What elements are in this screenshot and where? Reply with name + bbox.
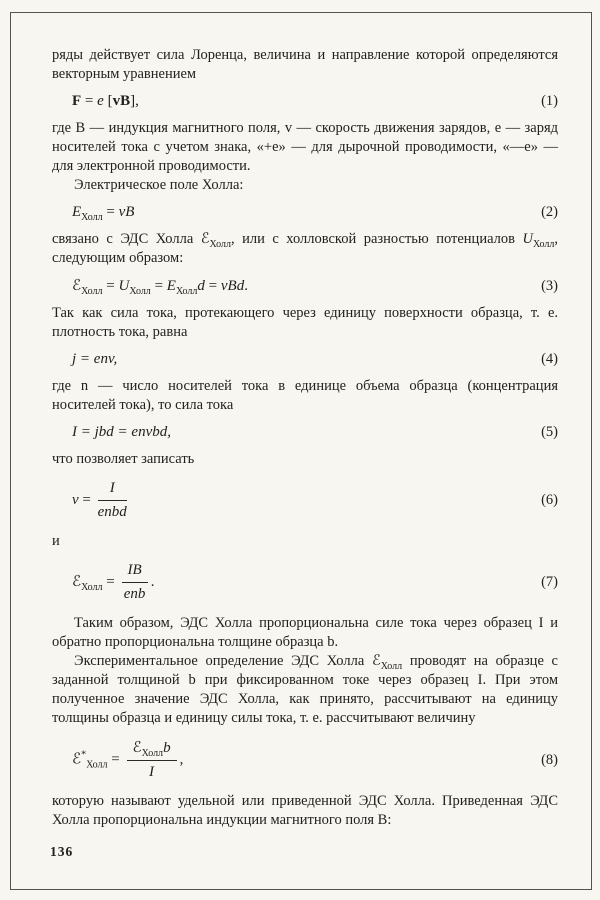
paragraph-hall-field-intro: Электрическое поле Холла: xyxy=(74,177,244,193)
current-density-formula: j = env, xyxy=(72,351,118,367)
current-formula: I = jbd = envbd, xyxy=(72,424,171,440)
script-e-symbol: ℰ xyxy=(200,231,210,247)
e-hall-symbol: E xyxy=(72,204,82,220)
text-segment: связано с ЭДС Холла xyxy=(52,231,201,247)
u-hall-symbol: U xyxy=(118,278,130,294)
equation-7-number: (7) xyxy=(541,574,558,590)
page-content xyxy=(52,46,558,830)
fraction-denominator: I xyxy=(149,764,155,780)
equation-1-number: (1) xyxy=(541,93,558,109)
equation-4 xyxy=(52,350,558,369)
equals-sign: = xyxy=(102,278,119,294)
u-hall-symbol: U xyxy=(522,231,533,247)
equation-2-formula xyxy=(72,203,134,222)
equals-sign: = xyxy=(81,93,98,109)
hall-subscript: Холл xyxy=(81,581,103,593)
equation-3-number: (3) xyxy=(541,277,558,294)
equation-3-formula xyxy=(72,276,248,296)
equals-sign: = xyxy=(102,573,119,590)
script-e-symbol: ℰ xyxy=(132,738,142,756)
equation-8-number: (8) xyxy=(541,751,558,768)
d-symbol: d xyxy=(197,278,205,294)
velocity-symbol: v xyxy=(72,491,79,508)
hall-subscript: Холл xyxy=(86,759,108,771)
equation-5-number: (5) xyxy=(541,424,558,440)
fraction-denominator: enbd xyxy=(97,504,127,520)
text-segment: , или с холловской разностью потенциалов xyxy=(230,231,523,247)
bracket-close: ], xyxy=(130,93,139,109)
equation-5 xyxy=(52,423,558,442)
equation-7-formula xyxy=(72,561,154,604)
hall-subscript: Холл xyxy=(532,238,555,250)
equals-sign: = xyxy=(204,278,221,294)
fraction xyxy=(127,738,177,782)
hall-subscript: Холл xyxy=(81,212,103,223)
paragraph-current-density-intro: Так как сила тока, протекающего через единицу поверхности образца, т. е. плотность тока, равна xyxy=(52,305,558,340)
hall-subscript: Холл xyxy=(81,286,103,297)
equals-sign: = xyxy=(107,751,124,768)
period: . xyxy=(150,573,155,590)
equation-2 xyxy=(52,203,558,222)
equation-7 xyxy=(52,561,558,604)
paragraph-proportionality: Таким образом, ЭДС Холла пропорциональна силе тока через образец I и обратно пропорциональна толщине образца b. xyxy=(52,615,558,650)
script-e-symbol: ℰ xyxy=(72,276,82,294)
star-superscript: * xyxy=(81,749,87,761)
paragraph-lorentz-intro: ряды действует сила Лоренца, величина и направление которой определяются векторным уравнением xyxy=(52,47,558,82)
hall-subscript: Холл xyxy=(141,748,164,759)
fraction xyxy=(98,479,127,522)
equation-8 xyxy=(52,738,558,782)
hall-subscript: Холл xyxy=(209,238,231,250)
fraction-numerator xyxy=(127,738,177,761)
equation-3 xyxy=(52,276,558,296)
charge-e-symbol: e xyxy=(97,93,104,109)
fraction-denominator: enb xyxy=(123,586,146,602)
script-e-symbol: ℰ xyxy=(371,653,381,669)
text-segment: проводят на образце с заданной толщиной b при фиксированном токе через образец I. При этом полученное значение ЭДС Холла, как принято, рассчитывают на единицу толщины образца и единицу силы тока, т. е. рассчитывают величину xyxy=(52,653,558,726)
equals-sign: = xyxy=(150,278,167,294)
paragraph-reduced-emf: которую называют удельной или приведенной ЭДС Холла. Приведенная ЭДС Холла пропорциональна индукции магнитного поля В: xyxy=(52,793,558,828)
script-e-symbol: ℰ xyxy=(72,571,82,590)
equals-sign: = xyxy=(102,204,119,220)
equation-1-formula xyxy=(72,92,139,111)
bracket-open: [ xyxy=(103,93,113,109)
period: . xyxy=(244,278,248,294)
equation-6-formula xyxy=(72,479,130,522)
equals-sign: = xyxy=(78,491,95,508)
paragraph-carrier-concentration: где n — число носителей тока в единице объема образца (концентрация носителей тока), то сила тока xyxy=(52,378,558,413)
equation-4-number: (4) xyxy=(541,351,558,367)
paragraph-experimental-method xyxy=(52,652,558,728)
script-e-symbol: ℰ xyxy=(72,749,82,768)
vector-f-symbol: F xyxy=(72,93,82,109)
text-segment: , следующим образом: xyxy=(52,231,559,266)
equation-4-formula xyxy=(72,350,117,369)
paragraph-field-definitions: где В — индукция магнитного поля, v — скорость движения зарядов, е — заряд носителей тока с учетом знака, «+е» — для дырочной проводимости, «—е» — для электронной проводимости. xyxy=(52,120,558,174)
equation-5-formula xyxy=(72,423,171,442)
equation-1 xyxy=(52,92,558,111)
fraction xyxy=(122,561,148,604)
page-number: 136 xyxy=(50,844,74,859)
hall-subscript: Холл xyxy=(129,286,151,297)
thickness-b-symbol: b xyxy=(163,740,171,756)
vector-vb-symbol: vB xyxy=(112,93,131,109)
comma: , xyxy=(179,751,184,768)
paragraph-and-connector: и xyxy=(52,533,60,549)
equation-6 xyxy=(52,479,558,522)
equation-2-number: (2) xyxy=(541,204,558,220)
vb-product: vB xyxy=(118,204,135,220)
e-hall-symbol: E xyxy=(166,278,176,294)
fraction-numerator: I xyxy=(98,479,127,501)
vbd-product: vBd xyxy=(220,278,245,294)
equation-6-number: (6) xyxy=(541,492,558,508)
equation-8-formula xyxy=(72,738,183,782)
paragraph-emf-relation xyxy=(52,230,558,268)
hall-subscript: Холл xyxy=(380,660,403,672)
text-segment: Экспериментальное определение ЭДС Холла xyxy=(74,653,372,669)
paragraph-allows-writing: что позволяет записать xyxy=(52,451,195,467)
hall-subscript: Холл xyxy=(175,286,198,297)
fraction-numerator: IB xyxy=(122,561,148,583)
